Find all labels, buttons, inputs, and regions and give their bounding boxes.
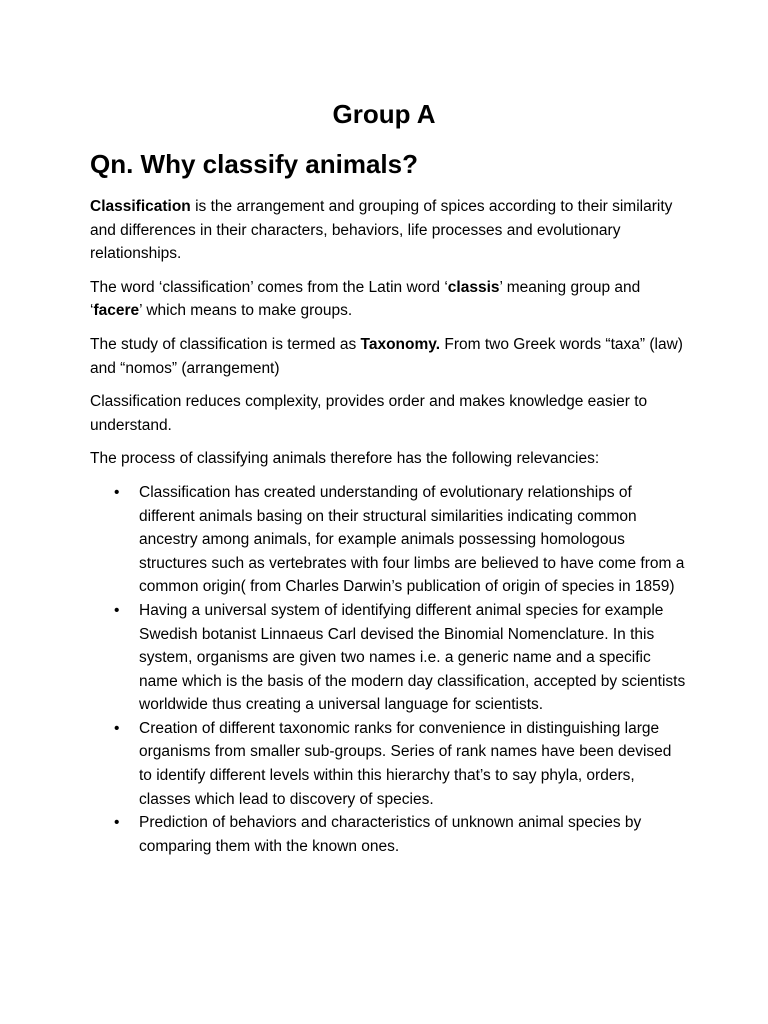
list-item-text: Creation of different taxonomic ranks for convenience in distinguishing large organisms from smaller sub-groups. Series of rank names have been devised to identify different levels within this hierarchy that’s to say phyla, orders, classes which lead to discovery of species. [139, 719, 672, 808]
list-item [90, 481, 688, 599]
list-item [90, 811, 688, 858]
list-item-text: Having a universal system of identifying different animal species for example Swedish botanist Linnaeus Carl devised the Binomial Nomenclature. In this system, organisms are given two names i.e. a generic name and a specific name which is the basis of the modern day classification, accepted by scientists worldwide thus creating a universal language for scientists. [139, 601, 686, 714]
relevancies-list [90, 481, 688, 859]
paragraph-etymology [90, 276, 688, 323]
term-facere: facere [93, 302, 140, 320]
definition-text: is the arrangement and grouping of spices according to their similarity and differences in their characters, behaviors, life processes and evolutionary relationships. [90, 198, 673, 263]
term-taxonomy: Taxonomy. [360, 335, 441, 353]
paragraph-complexity: Classification reduces complexity, provides order and makes knowledge easier to understand. [90, 393, 648, 434]
list-item [90, 717, 688, 811]
taxonomy-post: From two Greek words “taxa” (law) and “nomos” (arrangement) [90, 335, 683, 377]
list-item-text: Prediction of behaviors and characteristics of unknown animal species by comparing them with the known ones. [139, 814, 642, 855]
bullet-icon: • [114, 483, 120, 501]
paragraph-taxonomy [90, 333, 688, 380]
term-classification: Classification [90, 198, 191, 215]
etymology-mid: ’ meaning group and ‘ [90, 278, 641, 320]
bullet-icon: • [114, 719, 120, 737]
etymology-pre: The word ‘classification’ comes from the Latin word ‘ [90, 278, 448, 296]
bullet-icon: • [114, 601, 120, 619]
page-heading: Group A [332, 99, 436, 129]
list-item [90, 599, 688, 717]
list-item-text: Classification has created understanding of evolutionary relationships of different animals basing on their structural similarities indicating common ancestry among animals, for example animals possessing homologous structures such as vertebrates with four limbs are believed to have come from a common origin( from Charles Darwin’s publication of origin of species in 1859) [139, 483, 685, 596]
paragraph-relevancies-intro: The process of classifying animals therefore has the following relevancies: [90, 450, 600, 468]
bullet-icon: • [114, 814, 120, 832]
document-body [90, 195, 688, 858]
paragraph-definition [90, 195, 688, 266]
etymology-post: ’ which means to make groups. [139, 302, 353, 320]
term-classis: classis [447, 278, 500, 296]
question-title: Qn. Why classify animals? [90, 149, 418, 179]
taxonomy-pre: The study of classification is termed as [90, 335, 361, 353]
